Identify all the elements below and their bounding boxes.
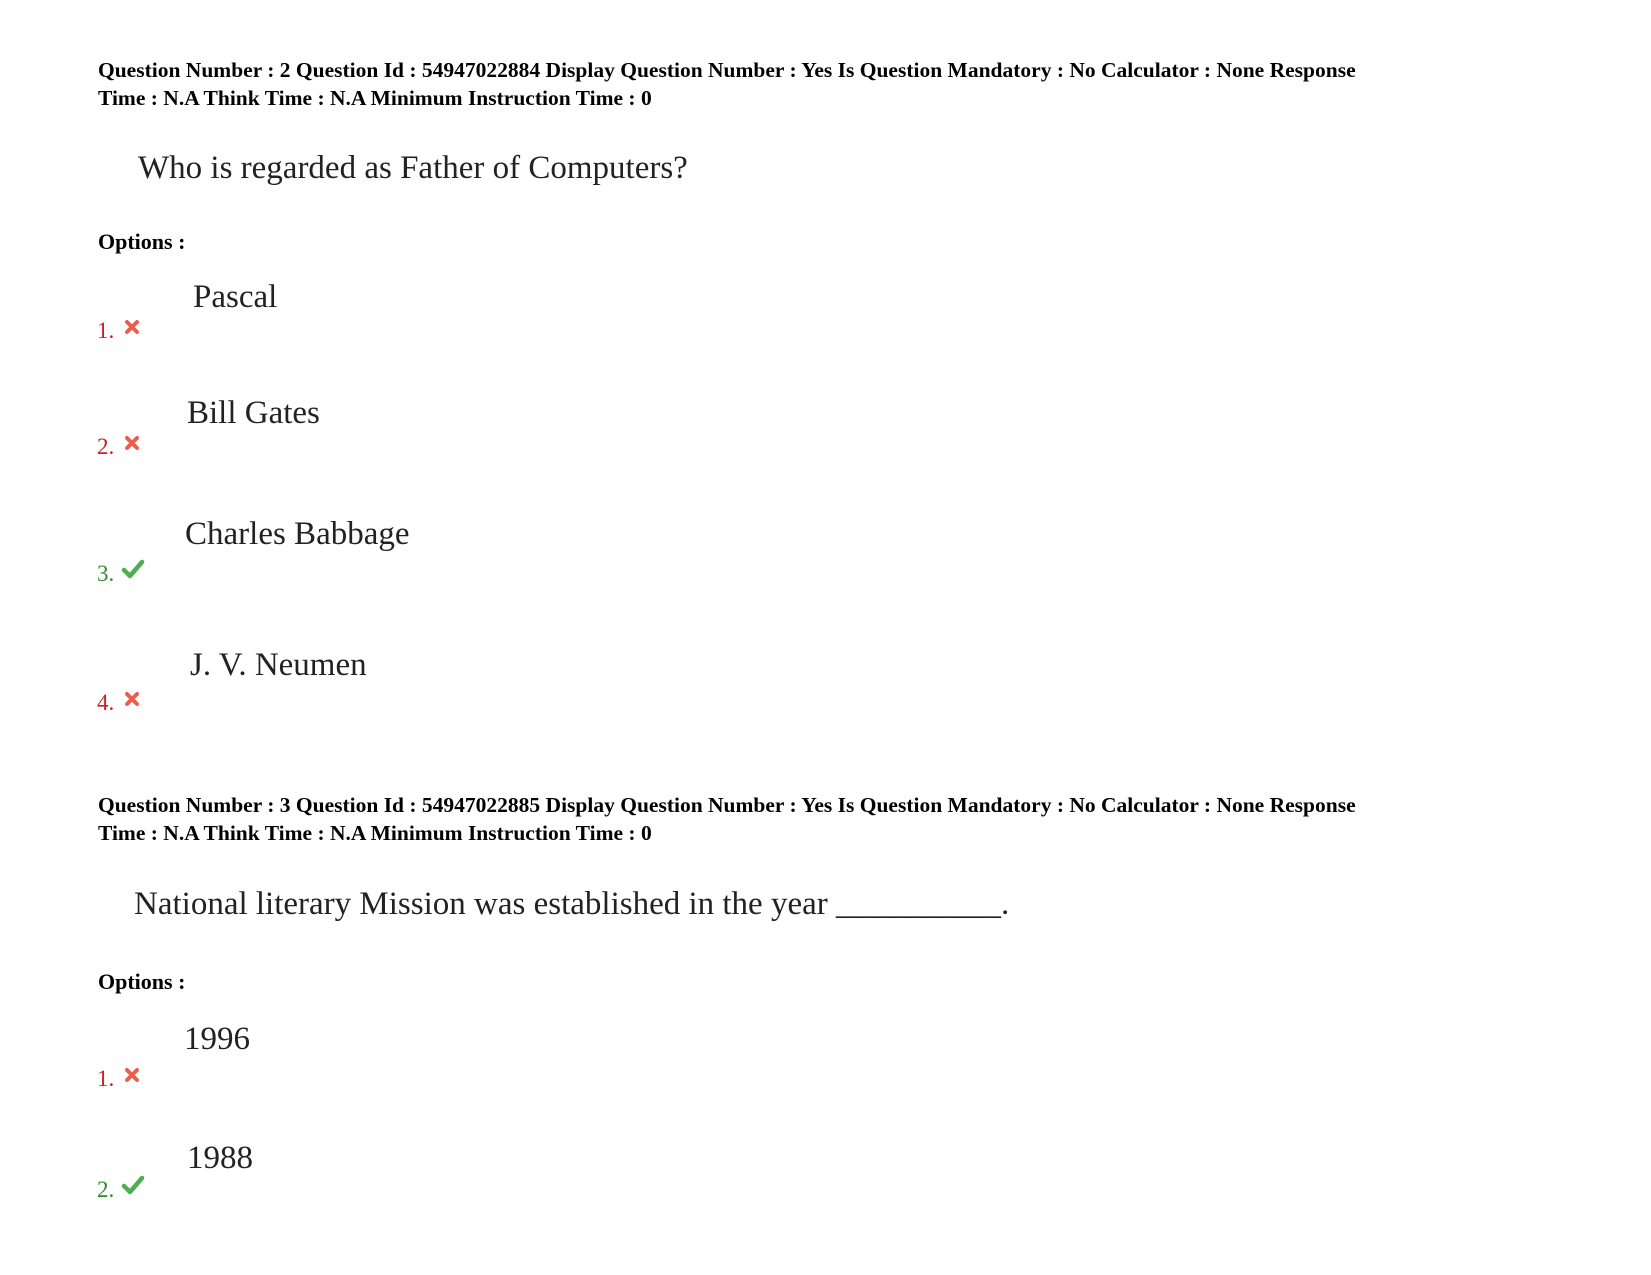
cross-icon <box>124 319 140 340</box>
question-3-option-2-number: 2. <box>97 1177 115 1202</box>
question-3-meta-line-2: Time : N.A Think Time : N.A Minimum Instruction Time : 0 <box>98 821 652 845</box>
question-2-option-1-text: Pascal <box>193 279 278 315</box>
question-2-metadata <box>98 56 1558 112</box>
cross-icon <box>124 435 140 456</box>
question-2-options-heading: Options : <box>98 229 186 254</box>
question-3-option-2-text: 1988 <box>187 1140 253 1176</box>
question-2-text: Who is regarded as Father of Computers? <box>138 150 688 186</box>
question-3-metadata <box>98 791 1558 847</box>
question-2-option-3-number: 3. <box>97 561 115 586</box>
question-3-options-heading: Options : <box>98 969 186 994</box>
check-icon <box>121 559 145 584</box>
question-3-option-1-text: 1996 <box>184 1021 250 1057</box>
question-2-option-4-number: 4. <box>97 690 115 715</box>
cross-icon <box>124 691 140 712</box>
question-2-meta-line-2: Time : N.A Think Time : N.A Minimum Instruction Time : 0 <box>98 86 652 110</box>
cross-icon <box>124 1067 140 1088</box>
question-2-option-3-text: Charles Babbage <box>185 516 410 552</box>
question-2-meta-line-1: Question Number : 2 Question Id : 54947022884 Display Question Number : Yes Is Question Mandatory : No Calculator : None Response <box>98 58 1356 82</box>
question-2-option-4-text: J. V. Neumen <box>190 647 367 683</box>
check-icon <box>121 1175 145 1200</box>
question-2-option-1-number: 1. <box>97 318 115 343</box>
question-3-meta-line-1: Question Number : 3 Question Id : 54947022885 Display Question Number : Yes Is Question Mandatory : No Calculator : None Response <box>98 793 1356 817</box>
question-2-option-2-text: Bill Gates <box>187 395 320 431</box>
question-2-option-2-number: 2. <box>97 434 115 459</box>
question-3-option-1-number: 1. <box>97 1066 115 1091</box>
question-3-text: National literary Mission was established in the year __________. <box>134 886 1010 922</box>
